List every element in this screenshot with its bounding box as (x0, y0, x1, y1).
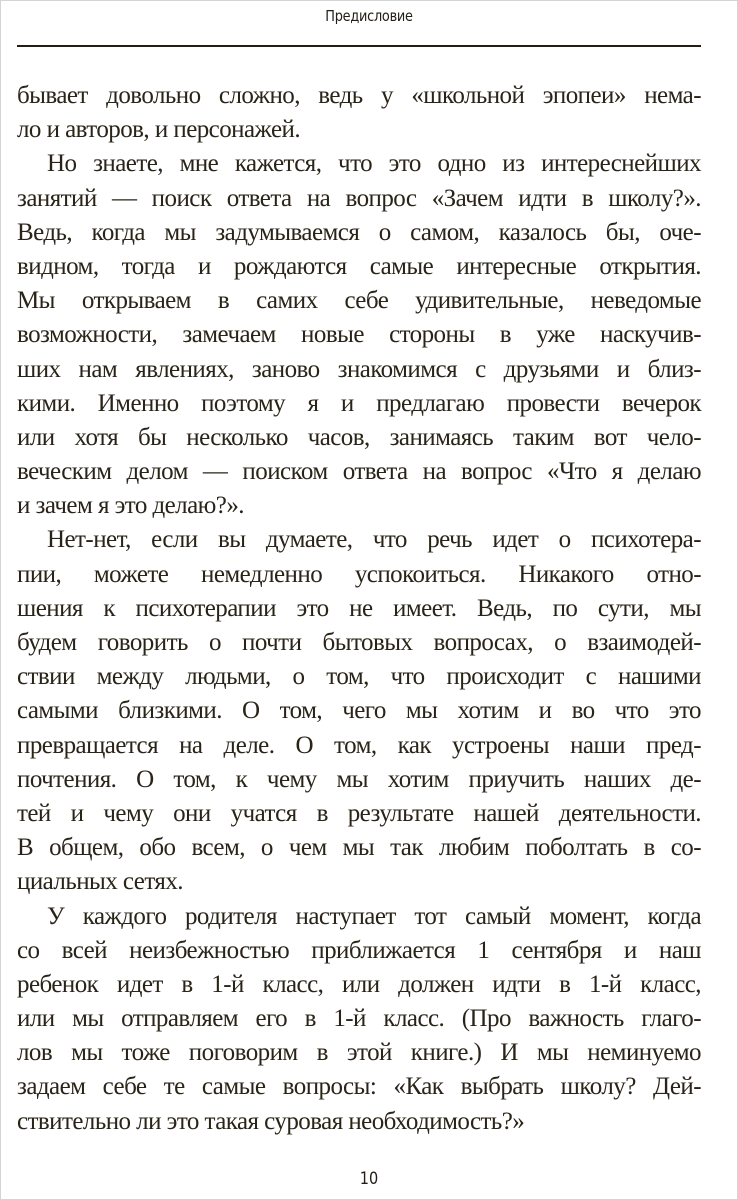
text-line: У каждого родителя наступает тот самый момент, когда (47, 902, 701, 930)
text-line: Ведь, когда мы задумываемся о самом, казалось бы, оче- (17, 218, 701, 246)
text-line: Но знаете, мне кажется, что это одно из интереснейших (47, 150, 701, 178)
text-line: ствительно ли это такая суровая необходимость?» (17, 1107, 525, 1135)
text-line: ребенок идет в 1-й класс, или должен идти в 1-й класс, (17, 970, 701, 998)
text-line: тей и чему они учатся в результате нашей деятельности. (17, 799, 701, 827)
text-line: пии, можете немедленно успокоиться. Никакого отно- (17, 560, 701, 588)
text-line: ших нам явлениях, заново знакомимся с друзьями и близ- (17, 355, 701, 383)
text-line: самыми близкими. О том, чего мы хотим и во что это (17, 697, 701, 725)
text-line: В общем, обо всем, о чем мы так любим поболтать в со- (17, 834, 701, 862)
text-line: Мы открываем в самих себе удивительные, неведомые (17, 287, 701, 315)
header-rule-divider (17, 45, 701, 47)
text-line: задаем себе те самые вопросы: «Как выбрать школу? Дей- (17, 1073, 701, 1101)
running-head-title: Предисловие (325, 7, 413, 25)
text-line: почтения. О том, к чему мы хотим приучить наших де- (17, 765, 701, 793)
text-line: лов мы тоже поговорим в этой книге.) И мы неминуемо (17, 1039, 701, 1067)
text-line: будем говорить о почти бытовых вопросах, о взаимодей- (17, 629, 701, 656)
text-line: ло и авторов, и персонажей. (17, 116, 301, 144)
text-line: или хотя бы несколько часов, занимаясь таким вот чело- (17, 423, 701, 451)
text-line: со всей неизбежностью приближается 1 сентября и наш (17, 936, 701, 964)
body-text (17, 79, 701, 1139)
text-line: бывает довольно сложно, ведь у «школьной эпопеи» нема- (17, 82, 701, 109)
text-line: ствии между людьми, о том, что происходит с нашими (17, 663, 701, 691)
text-line: занятий — поиск ответа на вопрос «Зачем идти в школу?». (17, 184, 701, 212)
text-line: Нет-нет, если вы думаете, что речь идет о психотера- (47, 526, 701, 554)
text-line: или мы отправляем его в 1-й класс. (Про важность глаго- (17, 1005, 701, 1033)
text-line: циальных сетях. (17, 868, 183, 896)
text-line: возможности, замечаем новые стороны в уже наскучив- (17, 321, 701, 349)
page-number: 10 (359, 1169, 379, 1189)
text-line: и зачем я это делаю?». (17, 492, 244, 520)
text-line: превращается на деле. О том, как устроены наши пред- (17, 731, 701, 759)
text-line: шения к психотерапии это не имеет. Ведь, по сути, мы (17, 594, 701, 622)
text-line: кими. Именно поэтому я и предлагаю провести вечерок (17, 389, 701, 417)
text-line: видном, тогда и рождаются самые интересные открытия. (17, 252, 701, 280)
text-line: веческим делом — поиском ответа на вопрос «Что я делаю (17, 458, 701, 486)
